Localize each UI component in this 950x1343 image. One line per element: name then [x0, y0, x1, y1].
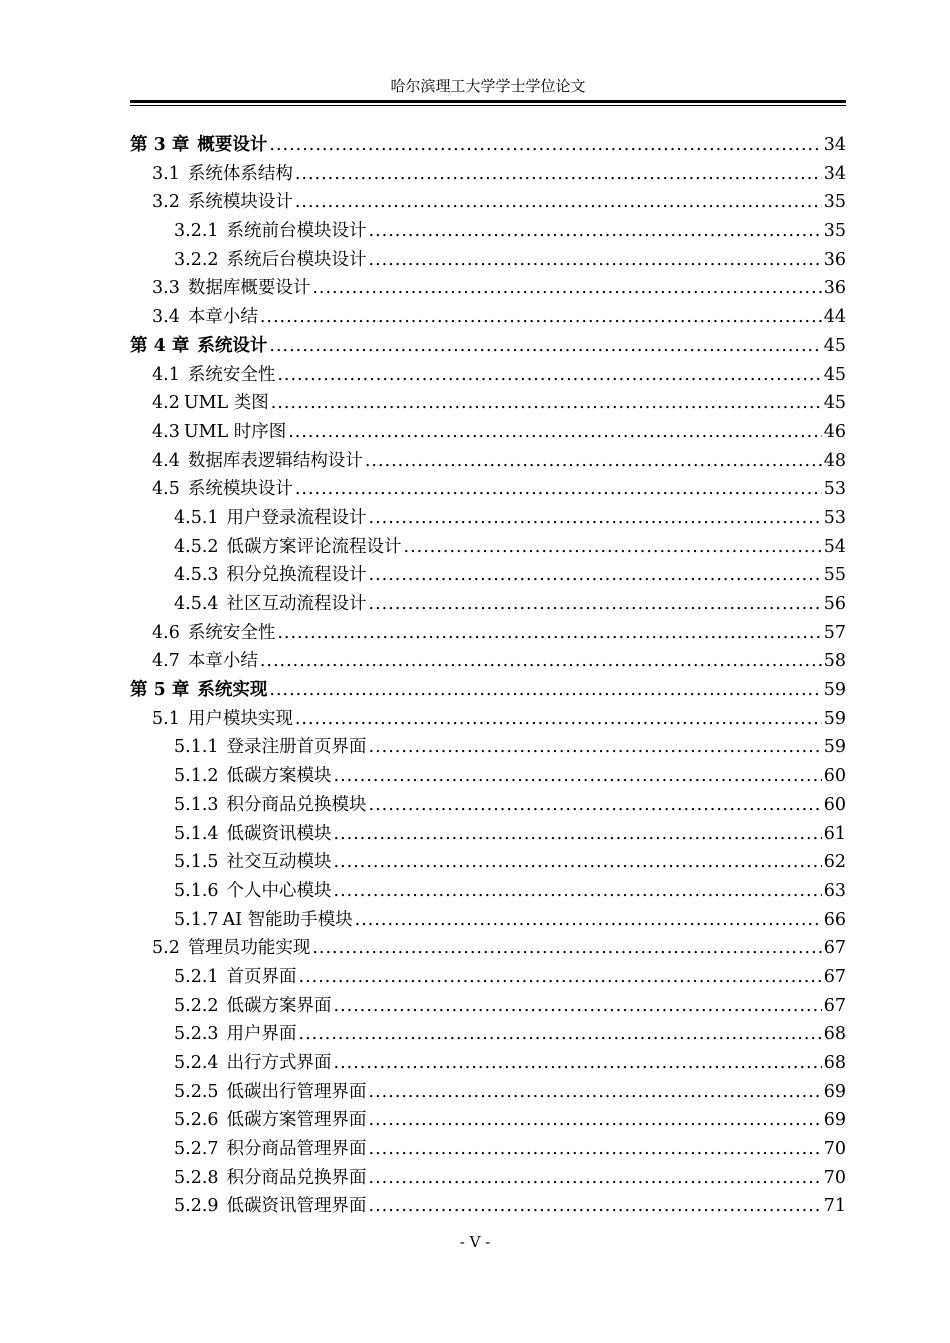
- toc-entry-page: 68: [823, 1024, 846, 1045]
- toc-entry-title: 本章小结: [187, 651, 258, 672]
- toc-leader-dots: [369, 504, 822, 533]
- toc-entry-page: 58: [823, 651, 846, 672]
- toc-entry[interactable]: [130, 590, 846, 619]
- toc-entry-number: 5.2.2: [174, 995, 219, 1016]
- toc-entry[interactable]: [130, 533, 846, 562]
- toc-leader-dots: [312, 934, 821, 963]
- toc-entry-title: AI 智能助手模块: [222, 909, 353, 930]
- toc-entry-page: 53: [823, 507, 846, 528]
- toc-entry-page: 55: [823, 565, 846, 586]
- toc-entry-title: 出行方式界面: [226, 1053, 332, 1073]
- toc-entry-number: 5.2.7: [174, 1139, 219, 1160]
- toc-entry[interactable]: [130, 361, 846, 390]
- toc-leader-dots: [369, 1106, 822, 1135]
- toc-entry-number: 5.2.6: [174, 1110, 219, 1131]
- toc-entry-number: 5.2.4: [174, 1053, 219, 1073]
- toc-leader-dots: [334, 992, 822, 1021]
- toc-leader-dots: [295, 475, 822, 504]
- toc-entry-number: 5.1.6: [174, 880, 219, 901]
- toc-entry-number: 4.4: [152, 450, 180, 471]
- toc-entry-title: 登录注册首页界面: [226, 737, 367, 758]
- toc-entry-title: 低碳方案管理界面: [226, 1110, 367, 1131]
- toc-entry-title: 用户界面: [226, 1024, 297, 1045]
- toc-entry-title: 低碳资讯模块: [226, 823, 332, 844]
- toc-entry-title: 低碳资讯管理界面: [226, 1196, 367, 1217]
- toc-entry-number: 5.2.3: [174, 1024, 219, 1045]
- toc-entry-title: UML 时序图: [183, 421, 287, 442]
- toc-entry[interactable]: [130, 619, 846, 648]
- toc-leader-dots: [365, 447, 822, 476]
- toc-entry[interactable]: [130, 647, 846, 676]
- header-rule-thick: [130, 100, 846, 103]
- toc-leader-dots: [295, 188, 822, 217]
- toc-entry-title: 系统模块设计: [187, 192, 293, 213]
- toc-entry-page: 67: [823, 995, 846, 1016]
- toc-leader-dots: [269, 676, 821, 705]
- toc-entry-page: 34: [823, 135, 846, 155]
- toc-leader-dots: [299, 1020, 822, 1049]
- toc-entry-page: 45: [823, 335, 846, 356]
- toc-entry[interactable]: [130, 504, 846, 533]
- toc-entry-page: 59: [823, 708, 846, 729]
- toc-entry-title: 系统安全性: [187, 364, 276, 385]
- toc-entry-number: 第 5 章: [130, 680, 190, 701]
- toc-entry-number: 4.6: [152, 622, 180, 643]
- toc-entry-number: 5.1.4: [174, 823, 219, 844]
- toc-entry[interactable]: [130, 1020, 846, 1049]
- toc-entry-number: 5.2.9: [174, 1196, 219, 1217]
- toc-entry-title: 积分兑换流程设计: [226, 565, 367, 586]
- header-rule-thin: [130, 105, 846, 106]
- toc-leader-dots: [369, 561, 822, 590]
- toc-entry-page: 68: [823, 1053, 846, 1073]
- toc-entry-page: 59: [823, 680, 846, 701]
- toc-entry-title: 个人中心模块: [226, 880, 332, 901]
- toc-entry-page: 69: [823, 1110, 846, 1131]
- page-header: 哈尔滨理工大学学士学位论文: [390, 77, 586, 95]
- toc-entry-page: 44: [823, 307, 846, 328]
- toc-entry-title: 数据库表逻辑结构设计: [187, 450, 363, 471]
- toc-entry-title: 系统实现: [197, 680, 268, 701]
- toc-entry-page: 66: [823, 909, 846, 930]
- toc-entry-number: 4.5.4: [174, 594, 219, 614]
- toc-entry[interactable]: [130, 131, 846, 160]
- toc-leader-dots: [277, 619, 821, 648]
- toc-entry-page: 71: [823, 1196, 846, 1217]
- toc-entry[interactable]: [130, 1078, 846, 1107]
- toc-entry[interactable]: [130, 877, 846, 906]
- toc-entry-title: 本章小结: [187, 307, 258, 328]
- toc-entry-title: 低碳方案评论流程设计: [226, 536, 402, 557]
- toc-entry[interactable]: [130, 160, 846, 189]
- toc-entry[interactable]: [130, 705, 846, 734]
- toc-entry[interactable]: [130, 389, 846, 418]
- toc-leader-dots: [269, 332, 821, 361]
- toc-entry-number: 5.1.7: [174, 909, 219, 930]
- toc-entry-title: 积分商品兑换模块: [226, 794, 367, 815]
- toc-entry-number: 3.2.2: [174, 249, 219, 270]
- toc-entry-number: 3.2.1: [174, 221, 219, 242]
- toc-entry-number: 5.2.1: [174, 966, 219, 987]
- toc-entry-number: 5.1.5: [174, 852, 219, 873]
- toc-entry-title: 系统前台模块设计: [226, 221, 367, 242]
- toc-entry-page: 36: [823, 278, 846, 299]
- toc-leader-dots: [334, 1049, 822, 1078]
- toc-entry[interactable]: [130, 733, 846, 762]
- toc-entry[interactable]: [130, 561, 846, 590]
- toc-entry-page: 46: [823, 421, 846, 442]
- toc-leader-dots: [369, 1078, 822, 1107]
- toc-entry-number: 5.1.2: [174, 766, 219, 787]
- toc-entry-number: 4.5.3: [174, 565, 219, 586]
- toc-entry-page: 70: [823, 1139, 846, 1160]
- toc-entry-title: 低碳方案模块: [226, 766, 332, 787]
- toc-entry-title: 系统设计: [197, 335, 268, 356]
- toc-leader-dots: [369, 1192, 822, 1221]
- toc-entry-page: 34: [823, 163, 846, 184]
- toc-entry[interactable]: [130, 1106, 846, 1135]
- toc-entry-title: 积分商品兑换界面: [226, 1167, 367, 1188]
- toc-entry-number: 4.5.2: [174, 536, 219, 557]
- toc-leader-dots: [369, 246, 822, 275]
- toc-leader-dots: [369, 791, 822, 820]
- toc-leader-dots: [369, 733, 822, 762]
- toc-entry-page: 62: [823, 852, 846, 873]
- toc-entry-number: 3.2: [152, 192, 180, 213]
- toc-entry-title: 用户模块实现: [187, 708, 293, 729]
- toc-entry-title: 系统后台模块设计: [226, 249, 367, 270]
- toc-entry-page: 59: [823, 737, 846, 758]
- toc-entry-page: 36: [823, 249, 846, 270]
- toc-entry-number: 3.4: [152, 307, 180, 328]
- toc-entry-page: 70: [823, 1167, 846, 1188]
- toc-leader-dots: [404, 533, 822, 562]
- toc-entry-page: 54: [823, 536, 846, 557]
- toc-entry-number: 4.3: [152, 421, 180, 442]
- toc-entry-page: 56: [823, 594, 846, 614]
- toc-entry[interactable]: [130, 1192, 846, 1221]
- toc-leader-dots: [260, 303, 822, 332]
- toc-leader-dots: [312, 274, 821, 303]
- toc-entry[interactable]: [130, 418, 846, 447]
- toc-entry-number: 4.7: [152, 651, 180, 672]
- toc-entry-number: 5.1.1: [174, 737, 219, 758]
- toc-entry[interactable]: [130, 1049, 846, 1078]
- toc-leader-dots: [334, 848, 822, 877]
- toc-entry[interactable]: [130, 676, 846, 705]
- toc-entry-number: 4.5.1: [174, 507, 219, 528]
- toc-leader-dots: [277, 361, 821, 390]
- toc-entry-page: 45: [823, 393, 846, 414]
- toc-leader-dots: [260, 647, 822, 676]
- toc-entry[interactable]: [130, 992, 846, 1021]
- toc-entry-page: 35: [823, 221, 846, 242]
- toc-entry-title: 管理员功能实现: [187, 938, 311, 959]
- toc-entry-number: 5.2.8: [174, 1167, 219, 1188]
- toc-leader-dots: [271, 389, 822, 418]
- toc-leader-dots: [369, 1164, 822, 1193]
- toc-leader-dots: [295, 705, 822, 734]
- toc-entry-number: 第 3 章: [130, 135, 190, 155]
- toc-entry-title: UML 类图: [183, 393, 269, 414]
- toc-entry-title: 系统安全性: [187, 622, 276, 643]
- toc-entry[interactable]: [130, 820, 846, 849]
- toc-entry-number: 第 4 章: [130, 335, 190, 356]
- toc-entry-title: 用户登录流程设计: [226, 507, 367, 528]
- toc-entry-page: 45: [823, 364, 846, 385]
- toc-entry-number: 3.3: [152, 278, 180, 299]
- toc-entry-page: 53: [823, 479, 846, 500]
- toc-entry-number: 3.1: [152, 163, 180, 184]
- toc-entry[interactable]: [130, 906, 846, 935]
- toc-leader-dots: [334, 877, 822, 906]
- toc-leader-dots: [269, 131, 821, 160]
- toc-entry-title: 系统模块设计: [187, 479, 293, 500]
- toc-leader-dots: [369, 217, 822, 246]
- toc-entry[interactable]: [130, 246, 846, 275]
- toc-entry-page: 35: [823, 192, 846, 213]
- toc-entry-page: 67: [823, 966, 846, 987]
- toc-entry[interactable]: [130, 791, 846, 820]
- toc-leader-dots: [299, 963, 822, 992]
- toc-entry-page: 60: [823, 794, 846, 815]
- toc-leader-dots: [334, 820, 822, 849]
- toc-entry-number: 5.2.5: [174, 1081, 219, 1102]
- toc-entry-title: 社交互动模块: [226, 852, 332, 873]
- table-of-contents: [130, 131, 846, 1221]
- toc-entry-page: 69: [823, 1081, 846, 1102]
- toc-entry[interactable]: [130, 848, 846, 877]
- toc-entry[interactable]: [130, 188, 846, 217]
- toc-entry-number: 4.5: [152, 479, 180, 500]
- toc-leader-dots: [369, 1135, 822, 1164]
- toc-entry-page: 61: [823, 823, 846, 844]
- toc-entry-title: 数据库概要设计: [187, 278, 311, 299]
- toc-entry-page: 48: [823, 450, 846, 471]
- toc-entry-title: 低碳方案界面: [226, 995, 332, 1016]
- toc-entry-title: 首页界面: [226, 966, 297, 987]
- toc-entry-title: 系统体系结构: [187, 163, 293, 184]
- toc-leader-dots: [334, 762, 822, 791]
- toc-entry[interactable]: [130, 963, 846, 992]
- toc-entry-title: 积分商品管理界面: [226, 1139, 367, 1160]
- toc-entry[interactable]: [130, 217, 846, 246]
- toc-entry-page: 63: [823, 880, 846, 901]
- toc-entry[interactable]: [130, 274, 846, 303]
- toc-leader-dots: [288, 418, 822, 447]
- toc-entry-number: 5.1.3: [174, 794, 219, 815]
- toc-entry-page: 57: [823, 622, 846, 643]
- toc-entry-number: 5.1: [152, 708, 180, 729]
- toc-entry[interactable]: [130, 1135, 846, 1164]
- toc-entry-page: 67: [823, 938, 846, 959]
- toc-entry-title: 概要设计: [197, 135, 268, 155]
- toc-leader-dots: [295, 160, 822, 189]
- toc-entry-number: 4.1: [152, 364, 180, 385]
- toc-leader-dots: [355, 906, 822, 935]
- toc-entry[interactable]: [130, 1164, 846, 1193]
- page-number: - V -: [459, 1233, 491, 1251]
- toc-entry-title: 社区互动流程设计: [226, 594, 367, 614]
- toc-entry[interactable]: [130, 762, 846, 791]
- toc-entry[interactable]: [130, 475, 846, 504]
- toc-entry-number: 5.2: [152, 938, 180, 959]
- toc-entry[interactable]: [130, 332, 846, 361]
- toc-entry[interactable]: [130, 934, 846, 963]
- toc-leader-dots: [369, 590, 822, 619]
- toc-entry[interactable]: [130, 447, 846, 476]
- toc-entry-page: 60: [823, 766, 846, 787]
- toc-entry[interactable]: [130, 303, 846, 332]
- toc-entry-title: 低碳出行管理界面: [226, 1081, 367, 1102]
- toc-entry-number: 4.2: [152, 393, 180, 414]
